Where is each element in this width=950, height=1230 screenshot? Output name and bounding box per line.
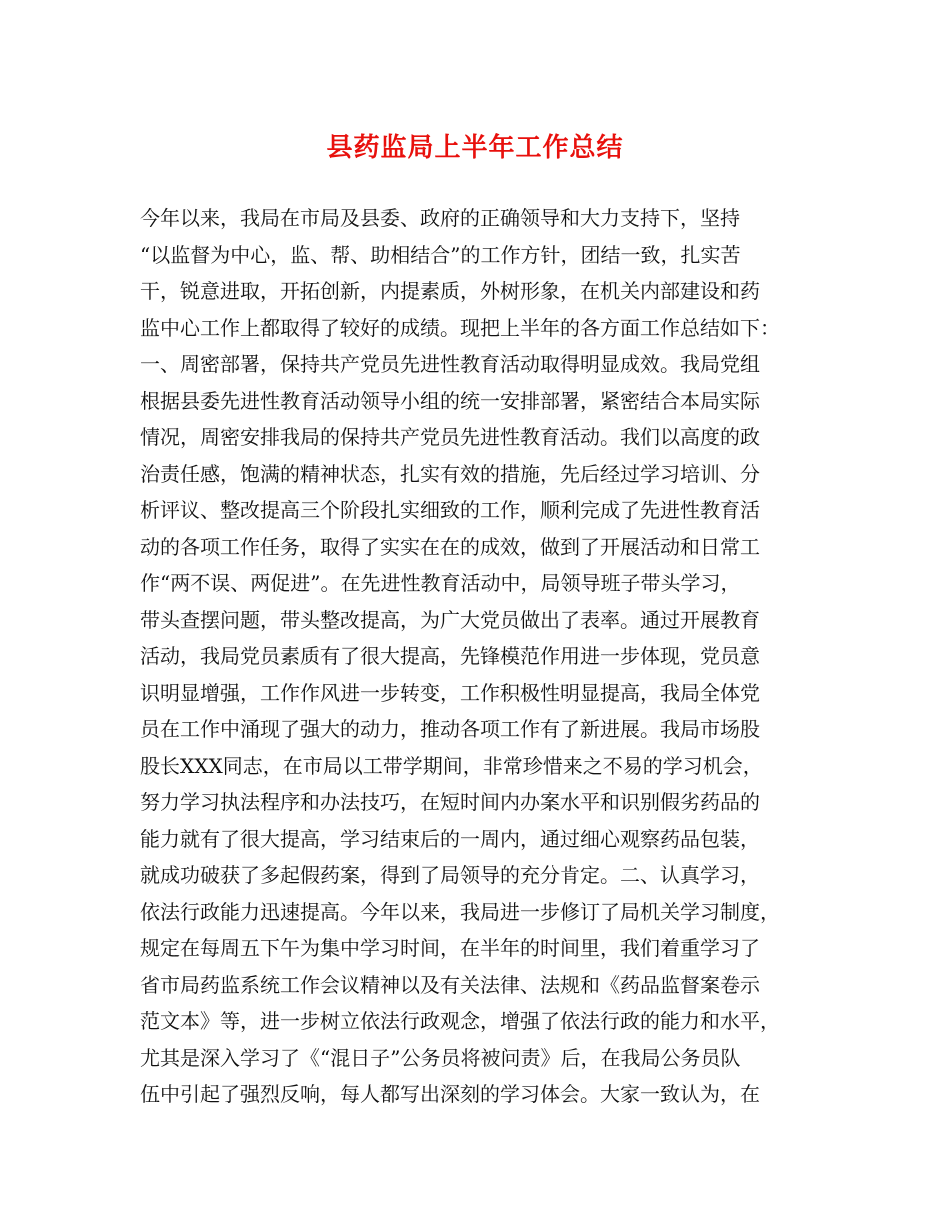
- body-line: 带头查摆问题，带头整改提高，为广大党员做出了表率。通过开展教育: [140, 607, 760, 632]
- body-line: 情况，周密安排我局的保持共产党员先进性教育活动。我们以高度的政: [140, 425, 760, 449]
- body-line: 根据县委先进性教育活动领导小组的统一安排部署，紧密结合本局实际: [140, 388, 760, 413]
- body-line: 伍中引起了强烈反响，每人都写出深刻的学习体会。大家一致认为，在: [140, 1082, 760, 1106]
- body-line: 省市局药监系统工作会议精神以及有关法律、法规和《药品监督案卷示: [140, 972, 760, 997]
- body-line: 活动，我局党员素质有了很大提高，先锋模范作用进一步体现，党员意: [140, 644, 760, 668]
- body-line: 范文本》等，进一步树立依法行政观念，增强了依法行政的能力和水平，: [140, 1009, 780, 1033]
- body-line: 今年以来，我局在市局及县委、政府的正确领导和大力支持下，坚持: [140, 206, 740, 230]
- body-line: 治责任感，饱满的精神状态，扎实有效的措施，先后经过学习培训、分: [140, 461, 760, 486]
- document-body: [140, 200, 820, 1113]
- body-line: 员在工作中涌现了强大的动力，推动各项工作有了新进展。我局市场股: [140, 717, 760, 741]
- body-line: 监中心工作上都取得了较好的成绩。现把上半年的各方面工作总结如下：: [140, 315, 780, 340]
- body-line: 识明显增强，工作作风进一步转变，工作积极性明显提高，我局全体党: [140, 680, 760, 705]
- body-line: “以监督为中心，监、帮、助相结合”的工作方针，团结一致，扎实苦: [140, 242, 741, 267]
- body-line: 析评议、整改提高三个阶段扎实细致的工作，顺利完成了先进性教育活: [140, 498, 760, 522]
- document-title: 县药监局上半年工作总结: [326, 133, 624, 163]
- body-line: 作“两不误、两促进”。在先进性教育活动中，局领导班子带头学习，: [140, 571, 741, 595]
- body-line: 股长XXX同志，在市局以工带学期间，非常珍惜来之不易的学习机会，: [140, 753, 763, 778]
- body-line: 尤其是深入学习了《“混日子”公务员将被问责》后，在我局公务员队: [140, 1045, 741, 1070]
- body-line: 规定在每周五下午为集中学习时间，在半年的时间里，我们着重学习了: [140, 936, 760, 960]
- body-line: 干，锐意进取，开拓创新，内提素质，外树形象，在机关内部建设和药: [140, 279, 760, 303]
- body-line: 依法行政能力迅速提高。今年以来，我局进一步修订了局机关学习制度，: [140, 899, 780, 924]
- body-line: 动的各项工作任务，取得了实实在在的成效，做到了开展活动和日常工: [140, 534, 760, 559]
- body-line: 就成功破获了多起假药案，得到了局领导的充分肯定。二、认真学习，: [140, 863, 760, 887]
- body-line: 一、周密部署，保持共产党员先进性教育活动取得明显成效。我局党组: [140, 352, 760, 376]
- body-line: 能力就有了很大提高，学习结束后的一周内，通过细心观察药品包装，: [140, 826, 760, 851]
- body-line: 努力学习执法程序和办法技巧，在短时间内办案水平和识别假劣药品的: [140, 790, 760, 814]
